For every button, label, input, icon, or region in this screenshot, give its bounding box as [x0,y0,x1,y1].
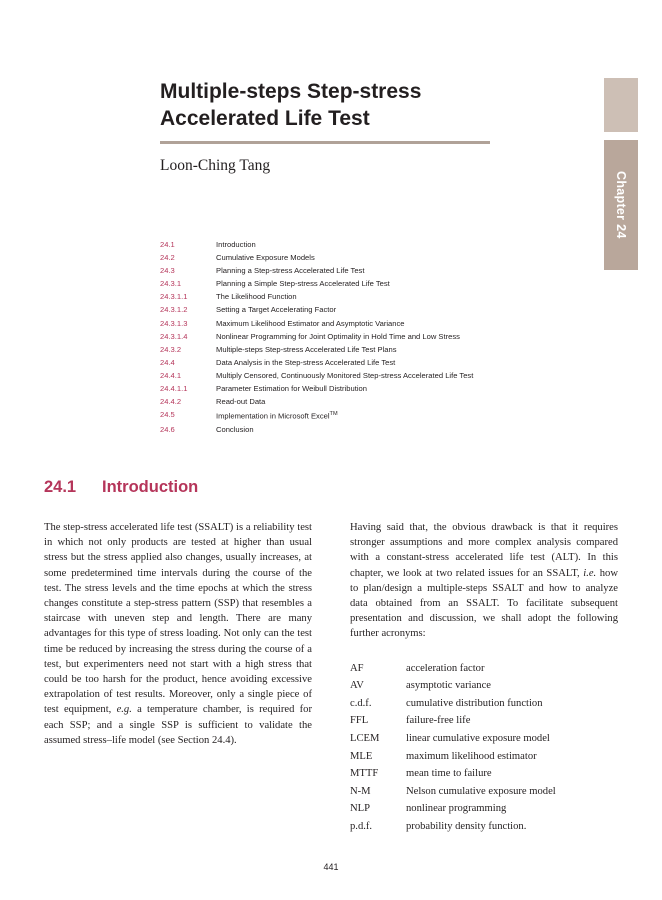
toc-entry-label: Introduction [216,240,256,249]
author-name: Loon-Ching Tang [160,156,271,174]
toc-entry-number: 24.6 [160,424,175,434]
toc-entry-label: Implementation in Microsoft Excel™ [216,411,338,421]
toc-entry-label: Planning a Simple Step-stress Accelerated Life Test [216,279,390,289]
list-item [350,712,618,730]
acronym-value: asymptotic variance [406,680,492,692]
toc-entry-label: Setting a Target Accelerating Factor [216,305,337,315]
acronym-key: N-M [350,785,371,797]
toc-entry-number: 24.4.2 [160,397,182,407]
toc-entry-number: 24.4.1 [160,370,182,380]
toc-entry-number: 24.3.1 [160,279,182,289]
acronym-value: cumulative distribution function [406,697,543,709]
table-of-contents [160,238,580,436]
acronym-value: probability density function. [406,820,527,832]
acronym-key: MLE [350,750,373,762]
page-title [160,78,540,132]
toc-entry-label: Multiple-steps Step-stress Accelerated Life Test Plans [216,344,397,354]
acronym-value: acceleration factor [406,662,485,674]
toc-entry-label: Conclusion [216,424,254,434]
toc-entry-label: Cumulative Exposure Models [216,253,315,263]
list-item [350,818,618,836]
toc-entry-number: 24.3 [160,266,175,276]
toc-entry[interactable] [160,408,580,423]
toc-entry-label: Data Analysis in the Step-stress Accelerated Life Test [216,357,396,367]
toc-entry-label: Maximum Likelihood Estimator and Asymptotic Variance [216,318,405,328]
acronym-value: maximum likelihood estimator [406,750,537,762]
acronym-list [350,660,618,836]
list-item [350,695,618,713]
toc-entry[interactable] [160,238,580,251]
list-item [350,730,618,748]
list-item [350,677,618,695]
toc-entry[interactable] [160,317,580,330]
toc-entry[interactable] [160,264,580,277]
toc-entry-number: 24.4 [160,357,175,367]
toc-entry-label: The Likelihood Function [216,292,297,302]
toc-entry[interactable] [160,251,580,264]
body-columns [44,520,618,836]
acronym-key: MTTF [350,768,379,780]
title-block [160,78,540,175]
acronym-key: LCEM [350,733,380,744]
chapter-tab-top-block [604,78,638,132]
section-title: Introduction [102,478,199,496]
chapter-tab-label: Chapter 24 [614,171,628,239]
toc-entry[interactable] [160,303,580,316]
acronym-value: failure-free life [406,715,471,727]
toc-entry[interactable] [160,395,580,408]
list-item [350,660,618,678]
acronym-value: mean time to failure [406,768,492,780]
section-number: 24.1 [44,478,77,496]
section-heading [44,478,198,497]
toc-entry[interactable] [160,382,580,395]
toc-entry[interactable] [160,356,580,369]
toc-entry-label: Planning a Step-stress Accelerated Life Test [216,266,365,276]
title-divider [160,141,490,144]
toc-entry-superscript: TM [329,411,338,418]
list-item [350,783,618,801]
toc-entry-number: 24.3.2 [160,344,182,354]
toc-entry-number: 24.3.1.2 [160,305,188,315]
acronym-value: Nelson cumulative exposure model [406,785,556,797]
toc-entry[interactable] [160,330,580,343]
acronym-key: AF [350,662,364,674]
toc-entry-number: 24.2 [160,253,175,263]
acronym-key: FFL [350,715,369,727]
column-right [350,520,618,836]
toc-entry-number: 24.4.1.1 [160,384,188,394]
chapter-tab [604,140,638,270]
acronym-value: nonlinear programming [406,803,507,815]
toc-entry-label: Multiply Censored, Continuously Monitored Step-stress Accelerated Life Test [216,370,474,380]
page-title-line-2: Accelerated Life Test [160,107,370,130]
toc-entry-number: 24.3.1.3 [160,318,188,328]
acronym-key: AV [350,680,364,692]
acronym-key: NLP [350,803,371,815]
list-item [350,765,618,783]
body-paragraph-left: The step-stress accelerated life test (SSALT) is a reliability test in which not only products are tested at higher than usual stress but the stress applied also changes, usually increases, at some predetermined time intervals during the course of the test. The stress levels and the time epochs at which the stress changes constitute a step-stress pattern (SSP) that resembles a staircase with uneven step and length. There are many advantages for this type of stress loading. Not only can the test time be reduced by increasing the stress during the course of a test, but experimenters need not start with a high stress that could be too harsh for the product, hence avoiding excessive extrapolation of test results. Moreover, only a single piece of test equipment, e.g. a temperature chamber, is required for each SSP; and a single SSP is sufficient to validate the assumed stress–life model (see Section 24.4). [44,522,312,746]
page-number: 441 [323,862,339,872]
toc-entry-number: 24.3.1.1 [160,292,188,302]
toc-entry[interactable] [160,290,580,303]
toc-entry[interactable] [160,277,580,290]
toc-entry-label: Nonlinear Programming for Joint Optimality in Hold Time and Low Stress [216,331,460,341]
acronym-value: linear cumulative exposure model [406,733,550,744]
page-title-line-1: Multiple-steps Step-stress [160,80,422,103]
list-item [350,800,618,818]
body-paragraph-right: Having said that, the obvious drawback is that it requires stronger assumptions and more complex analysis compared with a constant-stress accelerated life test (ALT). In this chapter, we look at two related issues for an SSALT, i.e. how to plan/design a multiple-steps SSALT and how to analyze data obtained from an SSALT. To facilitate subsequent presentation and discussion, we shall adopt the following further acronyms: [350,522,618,640]
toc-entry-number: 24.3.1.4 [160,331,188,341]
toc-entry-number: 24.1 [160,240,175,249]
column-left [44,520,312,836]
toc-entry-number: 24.5 [160,410,175,420]
toc-entry-label: Read-out Data [216,397,266,407]
list-item [350,748,618,766]
acronym-key: p.d.f. [350,820,373,832]
toc-entry[interactable] [160,343,580,356]
toc-entry[interactable] [160,423,580,436]
toc-entry-label: Parameter Estimation for Weibull Distribution [216,384,367,394]
toc-entry[interactable] [160,369,580,382]
acronym-key: c.d.f. [350,697,372,709]
